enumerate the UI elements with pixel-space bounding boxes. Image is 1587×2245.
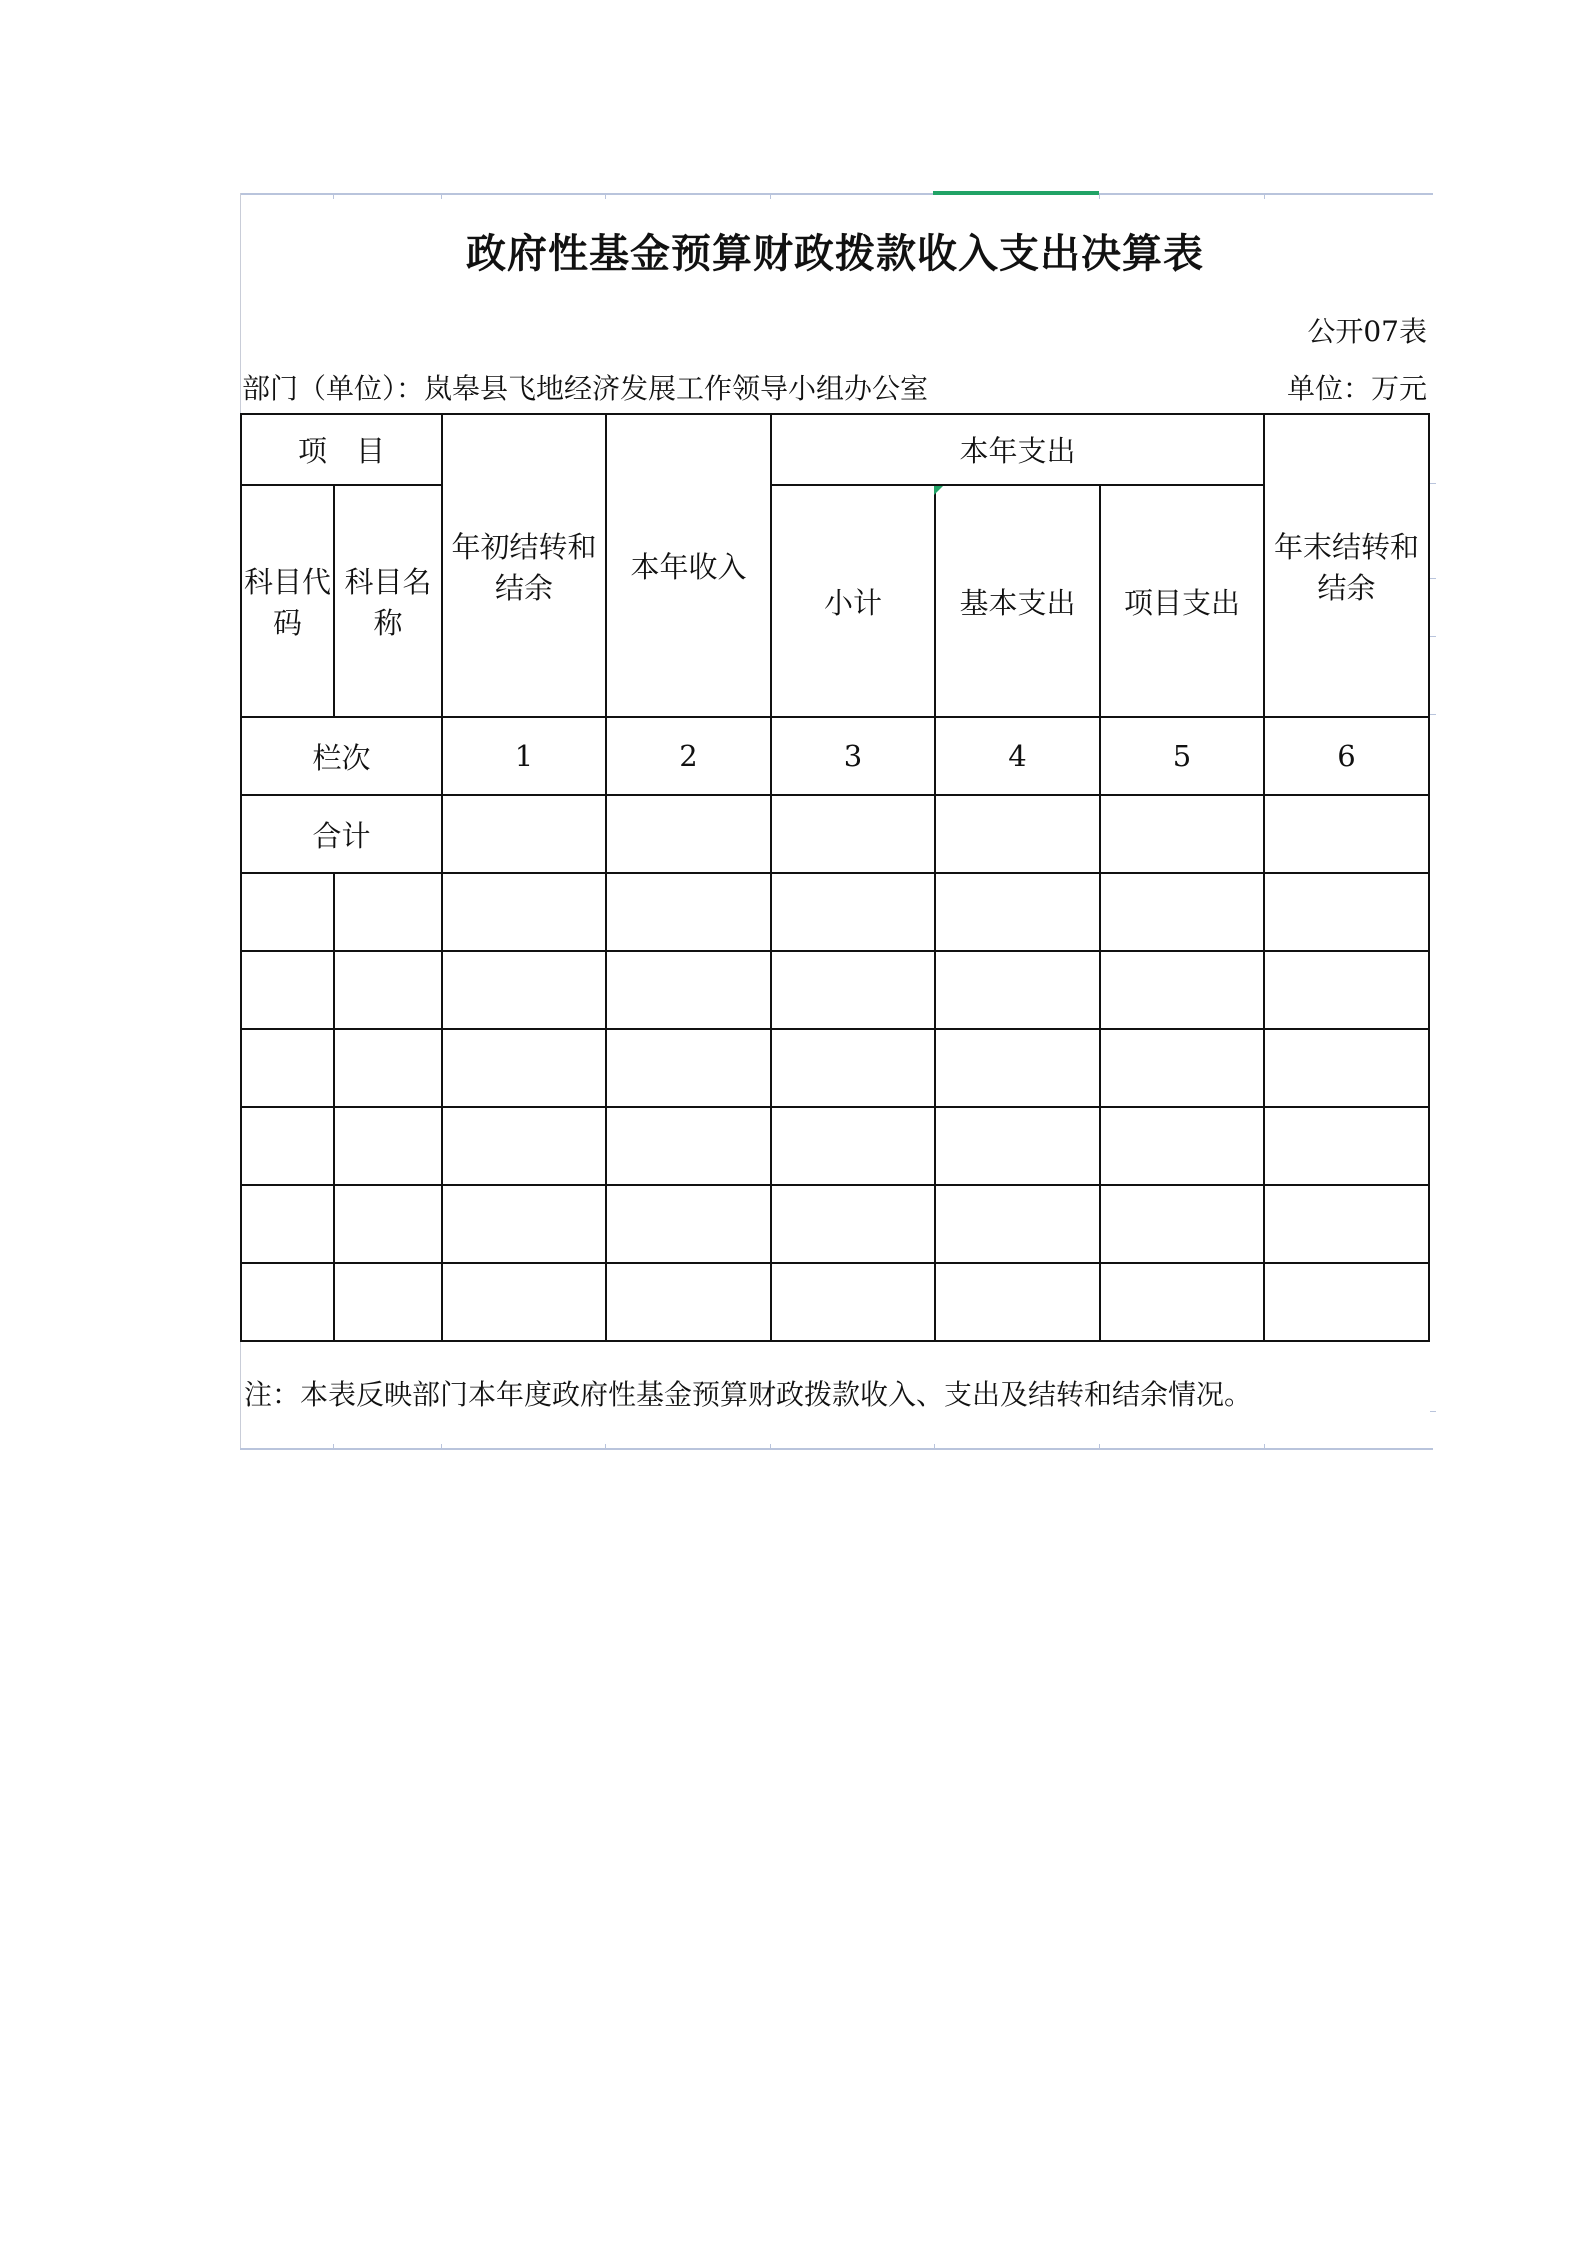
table-cell[interactable]	[935, 1107, 1100, 1185]
gridline-tick	[770, 1444, 771, 1450]
cell-comment-marker	[934, 486, 943, 495]
column-number: 1	[442, 717, 606, 795]
table-cell[interactable]	[334, 1263, 442, 1341]
gridline-tick	[1430, 483, 1436, 484]
table-cell[interactable]	[334, 873, 442, 951]
total-row	[241, 795, 1429, 873]
table-cell[interactable]	[935, 1263, 1100, 1341]
table-cell[interactable]	[1264, 795, 1429, 873]
table-cell[interactable]	[606, 951, 771, 1029]
gridline-tick	[1099, 1444, 1100, 1450]
table-cell[interactable]	[241, 1107, 334, 1185]
column-number: 2	[606, 717, 771, 795]
table-cell[interactable]	[241, 951, 334, 1029]
gridline-tick	[333, 193, 334, 199]
table-cell[interactable]	[334, 1029, 442, 1107]
column-number: 4	[935, 717, 1100, 795]
budget-table	[240, 413, 1430, 1342]
table-cell[interactable]	[1100, 1263, 1264, 1341]
table-cell[interactable]	[606, 1263, 771, 1341]
table-cell[interactable]	[442, 873, 606, 951]
unit-label: 单位：万元	[1286, 372, 1427, 405]
table-row	[241, 1263, 1429, 1341]
table-cell[interactable]	[606, 795, 771, 873]
table-cell[interactable]	[1264, 1107, 1429, 1185]
header-current-income: 本年收入	[606, 414, 771, 717]
header-opening-balance: 年初结转和结余	[442, 414, 606, 717]
table-cell[interactable]	[771, 795, 935, 873]
table-row	[241, 1107, 1429, 1185]
table-note: 注：本表反映部门本年度政府性基金预算财政拨款收入、支出及结转和结余情况。	[244, 1378, 1253, 1411]
header-closing-balance: 年末结转和结余	[1264, 414, 1429, 717]
header-item: 项 目	[241, 414, 442, 485]
gridline-tick	[333, 1444, 334, 1450]
gridline-tick	[605, 1444, 606, 1450]
table-cell[interactable]	[1100, 1029, 1264, 1107]
gridline-tick	[441, 193, 442, 199]
table-cell[interactable]	[1100, 1107, 1264, 1185]
table-cell[interactable]	[606, 1185, 771, 1263]
table-cell[interactable]	[334, 951, 442, 1029]
table-cell[interactable]	[241, 1029, 334, 1107]
gridline-tick	[1430, 578, 1436, 579]
gridline-tick	[441, 1444, 442, 1450]
gridline-tick	[1099, 193, 1100, 199]
document-title: 政府性基金预算财政拨款收入支出决算表	[466, 230, 1204, 277]
table-cell[interactable]	[442, 1263, 606, 1341]
table-cell[interactable]	[935, 951, 1100, 1029]
table-cell[interactable]	[1100, 1185, 1264, 1263]
table-row	[241, 951, 1429, 1029]
table-cell[interactable]	[1100, 951, 1264, 1029]
table-cell[interactable]	[442, 795, 606, 873]
table-cell[interactable]	[935, 795, 1100, 873]
header-row-1	[241, 414, 1429, 485]
table-cell[interactable]	[606, 1107, 771, 1185]
table-cell[interactable]	[241, 1185, 334, 1263]
table-cell[interactable]	[442, 951, 606, 1029]
gridline-tick	[605, 193, 606, 199]
column-row-label: 栏次	[241, 717, 442, 795]
table-row	[241, 873, 1429, 951]
data-rows	[241, 873, 1429, 1341]
table-cell[interactable]	[442, 1029, 606, 1107]
table-row	[241, 1185, 1429, 1263]
gridline-tick	[1430, 714, 1436, 715]
header-subtotal: 小计	[771, 485, 935, 717]
column-number-row	[241, 717, 1429, 795]
column-number: 3	[771, 717, 935, 795]
table-cell[interactable]	[442, 1185, 606, 1263]
table-cell[interactable]	[1100, 795, 1264, 873]
sheet-bottom-border	[240, 1448, 1433, 1450]
table-cell[interactable]	[606, 1029, 771, 1107]
gridline-tick	[1264, 1444, 1265, 1450]
table-cell[interactable]	[1100, 873, 1264, 951]
table-cell[interactable]	[771, 1263, 935, 1341]
table-cell[interactable]	[1264, 873, 1429, 951]
table-cell[interactable]	[334, 1107, 442, 1185]
header-basic-expenditure: 基本支出	[935, 485, 1100, 717]
table-cell[interactable]	[241, 873, 334, 951]
gridline-tick	[1430, 1411, 1436, 1412]
department-label: 部门（单位）：岚皋县飞地经济发展工作领导小组办公室	[242, 372, 929, 405]
header-subject-code: 科目代码	[241, 485, 334, 717]
gridline-tick	[934, 1444, 935, 1450]
table-cell[interactable]	[771, 1185, 935, 1263]
gridline-tick	[1264, 193, 1265, 199]
table-cell[interactable]	[935, 1185, 1100, 1263]
column-number: 5	[1100, 717, 1264, 795]
table-cell[interactable]	[334, 1185, 442, 1263]
table-cell[interactable]	[771, 1107, 935, 1185]
table-cell[interactable]	[771, 951, 935, 1029]
table-cell[interactable]	[1264, 1029, 1429, 1107]
table-cell[interactable]	[1264, 1185, 1429, 1263]
table-cell[interactable]	[606, 873, 771, 951]
gridline-tick	[1430, 636, 1436, 637]
table-row	[241, 1029, 1429, 1107]
header-current-expenditure: 本年支出	[771, 414, 1264, 485]
total-label: 合计	[241, 795, 442, 873]
header-project-expenditure: 项目支出	[1100, 485, 1264, 717]
table-cell[interactable]	[771, 873, 935, 951]
column-number: 6	[1264, 717, 1429, 795]
table-cell[interactable]	[771, 1029, 935, 1107]
header-row-2	[241, 485, 1429, 717]
table-cell[interactable]	[442, 1107, 606, 1185]
form-number: 公开07表	[1307, 315, 1427, 348]
table-cell[interactable]	[241, 1263, 334, 1341]
table-cell[interactable]	[935, 873, 1100, 951]
header-subject-name: 科目名称	[334, 485, 442, 717]
gridline-tick	[770, 193, 771, 199]
table-cell[interactable]	[1264, 951, 1429, 1029]
table-cell[interactable]	[1264, 1263, 1429, 1341]
table-cell[interactable]	[935, 1029, 1100, 1107]
